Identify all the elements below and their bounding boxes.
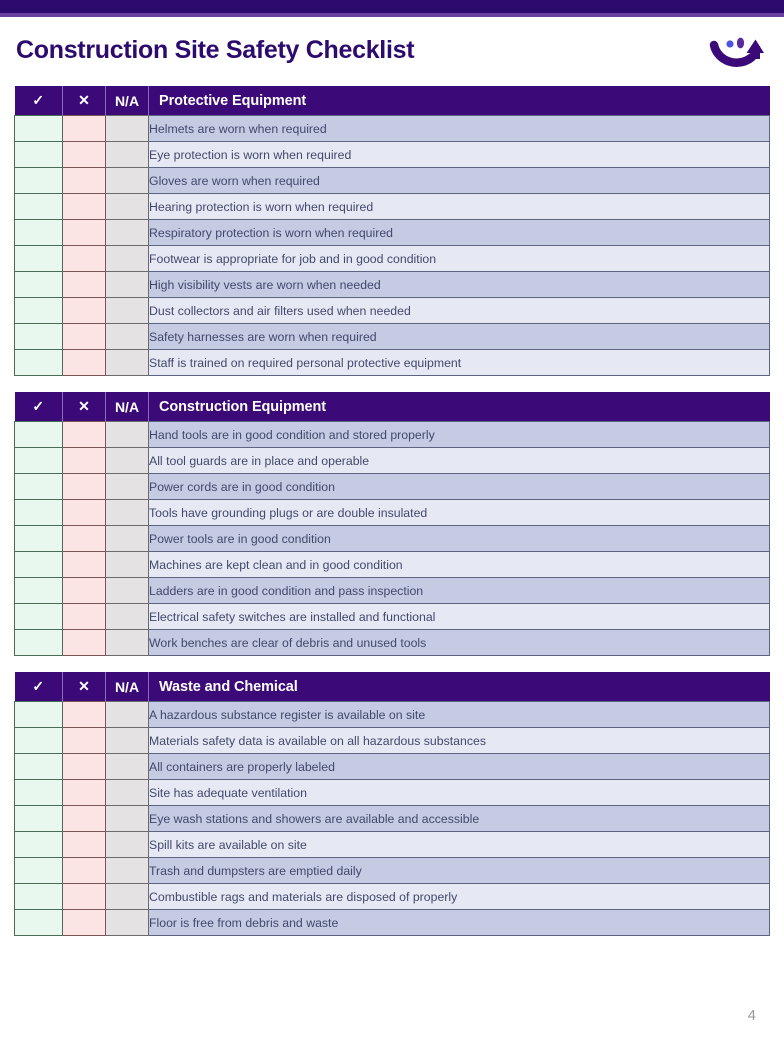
checklist-row: [15, 350, 770, 376]
checklist-row: [15, 832, 770, 858]
checkbox-cell-na[interactable]: [106, 780, 149, 806]
checkbox-cell-no[interactable]: [63, 298, 106, 324]
checklist-row: [15, 526, 770, 552]
page-title: Construction Site Safety Checklist: [16, 36, 415, 64]
checklist-sections: [14, 86, 770, 936]
checkbox-cell-na[interactable]: [106, 832, 149, 858]
checklist-row: [15, 884, 770, 910]
checklist-row: [15, 116, 770, 142]
checkbox-cell-yes[interactable]: [15, 116, 63, 142]
checklist-row: [15, 604, 770, 630]
checkbox-cell-yes[interactable]: [15, 422, 63, 448]
checklist-item-label: Electrical safety switches are installed and functional: [149, 604, 770, 630]
checklist-row: [15, 422, 770, 448]
checkbox-cell-no[interactable]: [63, 272, 106, 298]
cross-mark-icon: ✕: [63, 86, 106, 116]
checkbox-cell-na[interactable]: [106, 474, 149, 500]
checklist-item-label: High visibility vests are worn when needed: [149, 272, 770, 298]
checkbox-cell-na[interactable]: [106, 116, 149, 142]
checklist-row: [15, 168, 770, 194]
checklist-item-label: Floor is free from debris and waste: [149, 910, 770, 936]
checkbox-cell-yes[interactable]: [15, 780, 63, 806]
checklist-row: [15, 298, 770, 324]
checkbox-cell-na[interactable]: [106, 578, 149, 604]
checklist-table: [14, 392, 770, 656]
checkbox-cell-no[interactable]: [63, 168, 106, 194]
checkbox-cell-no[interactable]: [63, 194, 106, 220]
checkbox-cell-na[interactable]: [106, 552, 149, 578]
checkbox-cell-yes[interactable]: [15, 728, 63, 754]
checkbox-cell-no[interactable]: [63, 702, 106, 728]
checkbox-cell-na[interactable]: [106, 630, 149, 656]
checklist-item-label: A hazardous substance register is available on site: [149, 702, 770, 728]
checkbox-cell-no[interactable]: [63, 910, 106, 936]
checklist-row: [15, 194, 770, 220]
checklist-row: [15, 702, 770, 728]
checklist-row: [15, 728, 770, 754]
checklist-row: [15, 500, 770, 526]
checkbox-cell-na[interactable]: [106, 448, 149, 474]
checkbox-cell-yes[interactable]: [15, 324, 63, 350]
checklist-item-label: Materials safety data is available on all hazardous substances: [149, 728, 770, 754]
checklist-item-label: Machines are kept clean and in good condition: [149, 552, 770, 578]
checkbox-cell-no[interactable]: [63, 832, 106, 858]
checklist-item-label: Trash and dumpsters are emptied daily: [149, 858, 770, 884]
checklist-item-label: Power tools are in good condition: [149, 526, 770, 552]
checkbox-cell-yes[interactable]: [15, 578, 63, 604]
checkbox-cell-yes[interactable]: [15, 474, 63, 500]
cross-mark-icon: ✕: [63, 672, 106, 702]
checkbox-cell-na[interactable]: [106, 500, 149, 526]
checkbox-cell-no[interactable]: [63, 754, 106, 780]
checkbox-cell-yes[interactable]: [15, 168, 63, 194]
na-column-header: N/A: [106, 672, 149, 702]
checkbox-cell-na[interactable]: [106, 728, 149, 754]
cross-mark-icon: ✕: [63, 392, 106, 422]
checkbox-cell-na[interactable]: [106, 246, 149, 272]
na-column-header: N/A: [106, 86, 149, 116]
checklist-item-label: Hand tools are in good condition and stored properly: [149, 422, 770, 448]
checklist-item-label: Helmets are worn when required: [149, 116, 770, 142]
checkbox-cell-yes[interactable]: [15, 832, 63, 858]
checkbox-cell-yes[interactable]: [15, 246, 63, 272]
checkbox-cell-no[interactable]: [63, 448, 106, 474]
checkbox-cell-yes[interactable]: [15, 702, 63, 728]
checkbox-cell-yes[interactable]: [15, 858, 63, 884]
checkbox-cell-no[interactable]: [63, 246, 106, 272]
checkbox-cell-no[interactable]: [63, 552, 106, 578]
section-title: Protective Equipment: [149, 86, 770, 116]
checkbox-cell-na[interactable]: [106, 806, 149, 832]
page-number: 4: [747, 1007, 756, 1024]
checkbox-cell-na[interactable]: [106, 220, 149, 246]
checklist-item-label: Combustible rags and materials are disposed of properly: [149, 884, 770, 910]
checkbox-cell-no[interactable]: [63, 474, 106, 500]
na-column-header: N/A: [106, 392, 149, 422]
checkbox-cell-yes[interactable]: [15, 884, 63, 910]
checklist-row: [15, 220, 770, 246]
section-title: Construction Equipment: [149, 392, 770, 422]
checkbox-cell-na[interactable]: [106, 604, 149, 630]
checkbox-cell-yes[interactable]: [15, 220, 63, 246]
checkbox-cell-no[interactable]: [63, 728, 106, 754]
checklist-item-label: Eye wash stations and showers are available and accessible: [149, 806, 770, 832]
checkbox-cell-no[interactable]: [63, 604, 106, 630]
checklist-row: [15, 142, 770, 168]
checkbox-cell-na[interactable]: [106, 298, 149, 324]
checkbox-cell-no[interactable]: [63, 578, 106, 604]
checklist-item-label: Eye protection is worn when required: [149, 142, 770, 168]
checkbox-cell-no[interactable]: [63, 858, 106, 884]
checklist-item-label: Site has adequate ventilation: [149, 780, 770, 806]
top-accent-bar-dark: [0, 0, 784, 13]
checklist-item-label: Footwear is appropriate for job and in good condition: [149, 246, 770, 272]
checkbox-cell-yes[interactable]: [15, 142, 63, 168]
checkbox-cell-no[interactable]: [63, 220, 106, 246]
checkbox-cell-no[interactable]: [63, 630, 106, 656]
checkbox-cell-yes[interactable]: [15, 194, 63, 220]
checkbox-cell-yes[interactable]: [15, 630, 63, 656]
checkbox-cell-no[interactable]: [63, 142, 106, 168]
checklist-table: [14, 672, 770, 936]
checklist-item-label: All containers are properly labeled: [149, 754, 770, 780]
section-header-row: [15, 86, 770, 116]
checklist-item-label: Staff is trained on required personal protective equipment: [149, 350, 770, 376]
checkbox-cell-na[interactable]: [106, 884, 149, 910]
checkbox-cell-na[interactable]: [106, 272, 149, 298]
section-title: Waste and Chemical: [149, 672, 770, 702]
checklist-item-label: Work benches are clear of debris and unused tools: [149, 630, 770, 656]
checkbox-cell-no[interactable]: [63, 780, 106, 806]
checklist-row: [15, 910, 770, 936]
checkbox-cell-na[interactable]: [106, 350, 149, 376]
check-mark-icon: ✓: [15, 672, 63, 702]
checklist-item-label: Power cords are in good condition: [149, 474, 770, 500]
checklist-item-label: Gloves are worn when required: [149, 168, 770, 194]
checklist-row: [15, 324, 770, 350]
checkbox-cell-yes[interactable]: [15, 500, 63, 526]
checkbox-cell-na[interactable]: [106, 858, 149, 884]
section-header-row: [15, 672, 770, 702]
checkbox-cell-yes[interactable]: [15, 910, 63, 936]
checkbox-cell-yes[interactable]: [15, 604, 63, 630]
checkbox-cell-no[interactable]: [63, 324, 106, 350]
checkbox-cell-no[interactable]: [63, 116, 106, 142]
section-header-row: [15, 392, 770, 422]
page-header: [0, 17, 784, 84]
checklist-row: [15, 806, 770, 832]
checklist-row: [15, 474, 770, 500]
checkbox-cell-yes[interactable]: [15, 552, 63, 578]
checkbox-cell-na[interactable]: [106, 526, 149, 552]
checklist-row: [15, 272, 770, 298]
checklist-item-label: Respiratory protection is worn when required: [149, 220, 770, 246]
checklist-item-label: Dust collectors and air filters used when needed: [149, 298, 770, 324]
checklist-row: [15, 578, 770, 604]
checklist-table: [14, 86, 770, 376]
checklist-row: [15, 552, 770, 578]
checkbox-cell-yes[interactable]: [15, 806, 63, 832]
checkbox-cell-yes[interactable]: [15, 526, 63, 552]
checklist-item-label: All tool guards are in place and operable: [149, 448, 770, 474]
checkbox-cell-na[interactable]: [106, 142, 149, 168]
checkbox-cell-na[interactable]: [106, 422, 149, 448]
smiley-arrow-logo-icon: [706, 31, 768, 71]
checkbox-cell-na[interactable]: [106, 324, 149, 350]
checkbox-cell-no[interactable]: [63, 806, 106, 832]
checkbox-cell-na[interactable]: [106, 168, 149, 194]
checklist-row: [15, 858, 770, 884]
check-mark-icon: ✓: [15, 392, 63, 422]
checkbox-cell-na[interactable]: [106, 754, 149, 780]
checkbox-cell-no[interactable]: [63, 526, 106, 552]
check-mark-icon: ✓: [15, 86, 63, 116]
checklist-row: [15, 780, 770, 806]
checklist-item-label: Spill kits are available on site: [149, 832, 770, 858]
checklist-row: [15, 754, 770, 780]
checkbox-cell-yes[interactable]: [15, 298, 63, 324]
checkbox-cell-yes[interactable]: [15, 350, 63, 376]
checklist-item-label: Hearing protection is worn when required: [149, 194, 770, 220]
checkbox-cell-yes[interactable]: [15, 272, 63, 298]
checklist-row: [15, 630, 770, 656]
checklist-item-label: Tools have grounding plugs or are double insulated: [149, 500, 770, 526]
checklist-item-label: Ladders are in good condition and pass inspection: [149, 578, 770, 604]
checkbox-cell-no[interactable]: [63, 350, 106, 376]
checkbox-cell-yes[interactable]: [15, 448, 63, 474]
checklist-row: [15, 448, 770, 474]
checkbox-cell-yes[interactable]: [15, 754, 63, 780]
checkbox-cell-no[interactable]: [63, 500, 106, 526]
checklist-row: [15, 246, 770, 272]
checkbox-cell-no[interactable]: [63, 884, 106, 910]
checkbox-cell-na[interactable]: [106, 910, 149, 936]
checkbox-cell-na[interactable]: [106, 702, 149, 728]
checkbox-cell-na[interactable]: [106, 194, 149, 220]
checklist-item-label: Safety harnesses are worn when required: [149, 324, 770, 350]
checkbox-cell-no[interactable]: [63, 422, 106, 448]
